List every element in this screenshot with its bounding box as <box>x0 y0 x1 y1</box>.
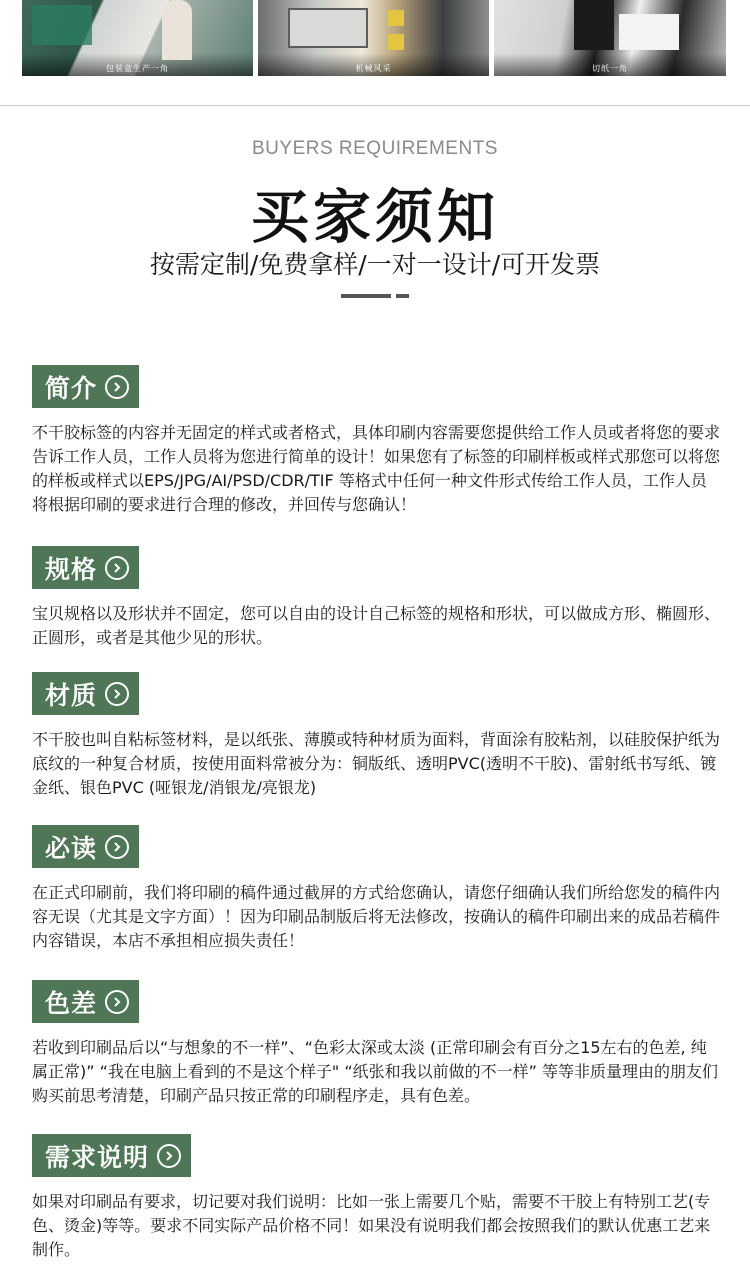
chevron-right-circle-icon <box>105 375 129 399</box>
photo-caption: 切纸一角 <box>592 64 628 73</box>
chevron-right-circle-icon <box>157 1144 181 1168</box>
page-subtitle: 按需定制/免费拿样/一对一设计/可开发票 <box>149 250 601 279</box>
chevron-right-circle-icon <box>105 682 129 706</box>
workshop-photo <box>22 0 253 76</box>
section-label-text: 规格 <box>45 554 98 584</box>
section-requirements <box>32 1134 722 1262</box>
photo-caption: 机械风采 <box>355 64 392 73</box>
section-label-text: 材质 <box>45 680 98 710</box>
section-label <box>32 672 139 715</box>
machine-photo <box>258 0 489 76</box>
chevron-right-circle-icon <box>105 556 129 580</box>
section-label-text: 色差 <box>45 988 98 1018</box>
chevron-right-circle-icon <box>105 990 129 1014</box>
section-label <box>32 825 139 868</box>
section-divider <box>0 105 750 106</box>
section-label-text: 简介 <box>45 373 98 403</box>
accent-bar-dot <box>396 294 409 298</box>
section-label-text: 需求说明 <box>45 1142 150 1172</box>
section-body: 如果对印刷品有要求，切记要对我们说明：比如一张上需要几个贴，需要不干胶上有特别工艺(专色、烫金)等等。要求不同实际产品价格不同！如果没有说明我们都会按照我们的默认优惠工艺来制作。 <box>32 1192 711 1259</box>
section-body: 不干胶标签的内容并无固定的样式或者格式，具体印刷内容需要您提供给工作人员或者将您的要求告诉工作人员，工作人员将为您进行简单的设计！如果您有了标签的印刷样板或样式那您可以将您的样板或样式以EPS/JPG/AI/PSD/CDR/TIF 等格式中任何一种文件形式传给工作人员，工作人员将根据印刷的要求进行合理的修改，并回传与您确认！ <box>32 423 721 514</box>
section-label <box>32 980 139 1023</box>
section-body: 不干胶也叫自粘标签材料，是以纸张、薄膜或特种材质为面料，背面涂有胶粘剂，以硅胶保护纸为底纹的一种复合材质，按使用面料常被分为：铜版纸、透明PVC(透明不干胶)、雷射纸书写纸、镀金纸、银色PVC (哑银龙/消银龙/亮银龙) <box>32 730 721 797</box>
section-label <box>32 365 139 408</box>
section-must-read <box>32 825 722 953</box>
paper-cutting-photo <box>494 0 726 76</box>
section-body: 在正式印刷前，我们将印刷的稿件通过截屏的方式给您确认，请您仔细确认我们所给您发的稿件内容无误（尤其是文字方面）！因为印刷品制版后将无法修改，按确认的稿件印刷出来的成品若稿件内容错误，本店不承担相应损失责任！ <box>32 883 721 950</box>
photo-strip <box>0 0 750 78</box>
section-material <box>32 672 722 800</box>
accent-bar <box>341 294 391 298</box>
section-label <box>32 1134 191 1177</box>
section-label <box>32 546 139 589</box>
section-intro <box>32 365 722 517</box>
section-color-diff <box>32 980 722 1108</box>
chevron-right-circle-icon <box>105 835 129 859</box>
section-body: 若收到印刷品后以“与想象的不一样”、“色彩太深或太淡 (正常印刷会有百分之15左右的色差, 纯属正常)” “我在电脑上看到的不是这个样子" “纸张和我以前做的不一样” 等等非质量理由的朋友们购买前思考清楚，印刷产品只按正常的印刷程序走，具有色差。 <box>32 1038 719 1105</box>
page-title: 买家须知 <box>250 183 499 251</box>
english-title: BUYERS REQUIREMENTS <box>252 138 498 159</box>
section-label-text: 必读 <box>45 833 98 863</box>
section-body: 宝贝规格以及形状并不固定，您可以自由的设计自己标签的规格和形状，可以做成方形、椭圆形、正圆形，或者是其他少见的形状。 <box>32 604 721 647</box>
section-spec <box>32 546 722 650</box>
photo-caption: 包装盒生产一角 <box>106 64 169 73</box>
